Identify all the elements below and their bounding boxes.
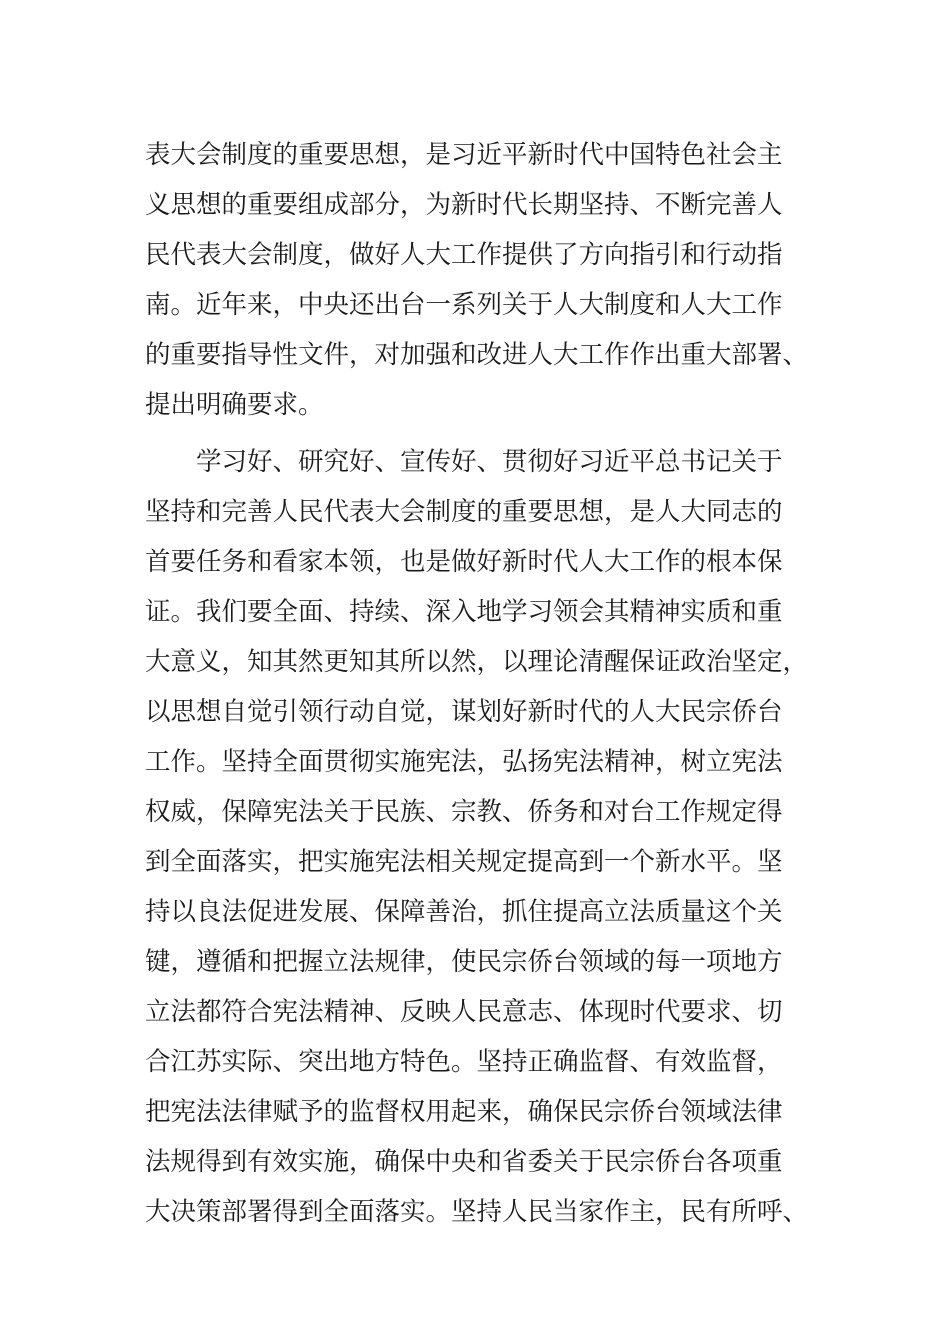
paragraph-2-line-6: 以思想自觉引领行动自觉，谋划好新时代的人大民宗侨台 [145,697,783,727]
paragraph-1-line-3: 民代表大会制度，做好人大工作提供了方向指引和行动指 [145,240,783,270]
paragraph-2-line-15: 法规得到有效实施，确保中央和省委关于民宗侨台各项重 [145,1147,783,1177]
paragraph-2-line-8: 权威，保障宪法关于民族、宗教、侨务和对台工作规定得 [145,797,783,827]
paragraph-2-line-11: 键，遵循和把握立法规律，使民宗侨台领域的每一项地方 [145,947,783,977]
paragraph-2-line-16: 大决策部署得到全面落实。坚持人民当家作主，民有所呼、 [145,1197,809,1227]
paragraph-gap [145,430,815,437]
paragraph-2-line-13: 合江苏实际、突出地方特色。坚持正确监督、有效监督， [145,1047,783,1077]
paragraph-2-line-14: 把宪法法律赋予的监督权用起来，确保民宗侨台领域法律 [145,1097,783,1127]
paragraph-2-line-5: 大意义，知其然更知其所以然，以理论清醒保证政治坚定， [145,647,809,677]
paragraph-1-line-2: 义思想的重要组成部分，为新时代长期坚持、不断完善人 [145,190,783,220]
paragraph-1-line-4: 南。近年来，中央还出台一系列关于人大制度和人大工作 [145,290,783,320]
paragraph-2-line-4: 证。我们要全面、持续、深入地学习领会其精神实质和重 [145,597,783,627]
paragraph-2-line-2: 坚持和完善人民代表大会制度的重要思想，是人大同志的 [145,497,783,527]
paragraph-1-line-6: 提出明确要求。 [145,390,324,420]
paragraph-2-line-3: 首要任务和看家本领，也是做好新时代人大工作的根本保 [145,547,783,577]
paragraph-1-line-5: 的重要指导性文件，对加强和改进人大工作作出重大部署、 [145,340,809,370]
paragraph-2-line-7: 工作。坚持全面贯彻实施宪法，弘扬宪法精神，树立宪法 [145,747,783,777]
paragraph-2-line-1: 学习好、研究好、宣传好、贯彻好习近平总书记关于 [196,447,783,477]
paragraph-1-line-1: 表大会制度的重要思想，是习近平新时代中国特色社会主 [145,140,783,170]
paragraph-2-line-9: 到全面落实，把实施宪法相关规定提高到一个新水平。坚 [145,847,783,877]
document-body [145,130,815,1237]
paragraph-2-line-10: 持以良法促进发展、保障善治，抓住提高立法质量这个关 [145,897,783,927]
paragraph-2-line-12: 立法都符合宪法精神、反映人民意志、体现时代要求、切 [145,997,783,1027]
